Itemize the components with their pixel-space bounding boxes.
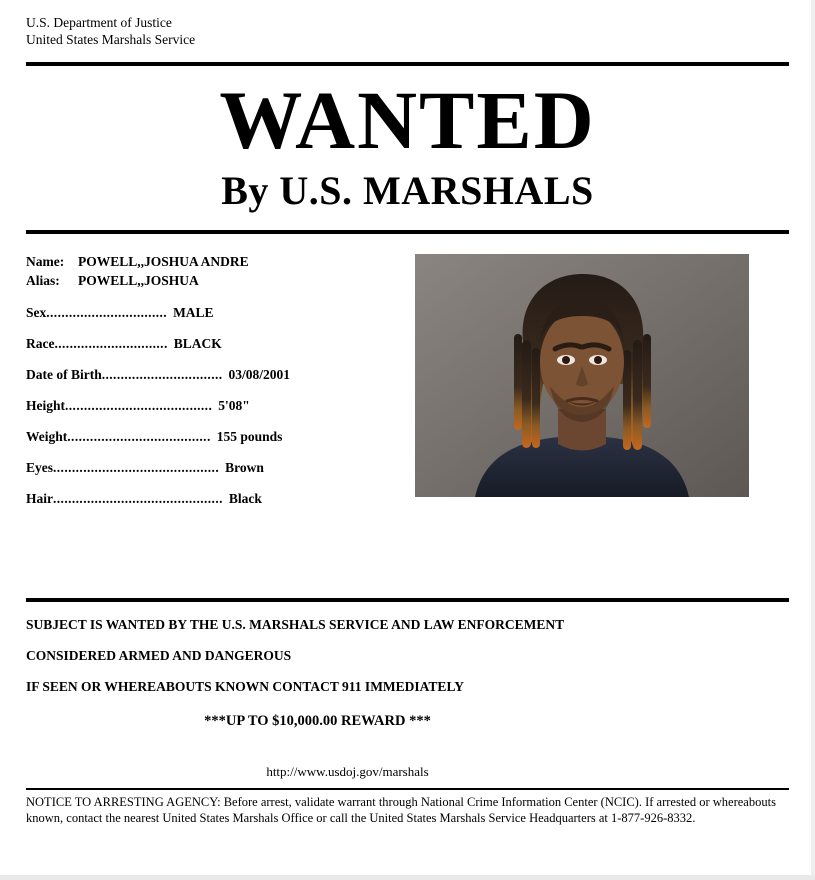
attribute-value: 5'08" (218, 398, 250, 413)
attribute-key: Sex (26, 305, 47, 320)
notice-line-3: IF SEEN OR WHEREABOUTS KNOWN CONTACT 911 IMMEDIATELY (26, 679, 464, 694)
scan-edge-right (811, 0, 815, 880)
alias-row (26, 271, 401, 290)
agency-line-2: United States Marshals Service (26, 32, 196, 47)
arresting-agency-notice: NOTICE TO ARRESTING AGENCY: Before arrest, validate warrant through National Crime Information Center (NCIC). If arrested or whereabouts known, contact the nearest United States Marshals Office or call the United States Marshals Service Headquarters at 1-877-926-8332. (26, 795, 776, 825)
agency-line-1: U.S. Department of Justice (26, 15, 172, 30)
attribute-dots: ...................................... (67, 429, 211, 444)
attribute-key: Height (26, 398, 65, 413)
notice-line-1: SUBJECT IS WANTED BY THE U.S. MARSHALS SERVICE AND LAW ENFORCEMENT (26, 617, 565, 632)
attribute-value: 155 pounds (216, 429, 283, 444)
attribute-key: Weight (26, 429, 68, 444)
page-title: WANTED (219, 74, 596, 166)
mugshot-illustration (415, 254, 749, 497)
attribute-value: MALE (173, 305, 214, 320)
mugshot-photo (415, 254, 749, 497)
attribute-key: Race (26, 336, 55, 351)
name-label: Name: (26, 254, 65, 269)
alias-value: POWELL,,JOSHUA (78, 273, 199, 288)
reward-text: ***UP TO $10,000.00 REWARD *** (204, 713, 431, 729)
name-value: POWELL,,JOSHUA ANDRE (78, 254, 249, 269)
subject-details (26, 252, 401, 507)
attribute-row (26, 460, 401, 476)
attribute-key: Hair (26, 491, 53, 506)
attribute-row (26, 305, 401, 321)
attribute-key: Date of Birth (26, 367, 102, 382)
attribute-dots: .............................. (54, 336, 168, 351)
notice-divider (26, 598, 789, 602)
attribute-value: 03/08/2001 (228, 367, 291, 382)
attribute-dots: ............................................. (53, 491, 223, 506)
attribute-value: Black (228, 491, 262, 506)
agency-header (26, 0, 789, 48)
attribute-list (26, 305, 401, 507)
agency-url[interactable]: http://www.usdoj.gov/marshals (266, 764, 429, 779)
attribute-key: Eyes (26, 460, 53, 475)
page-subtitle: By U.S. MARSHALS (221, 168, 594, 213)
title-block (26, 66, 789, 214)
attribute-row (26, 367, 401, 383)
alias-label: Alias: (26, 273, 60, 288)
notice-line-2: CONSIDERED ARMED AND DANGEROUS (26, 648, 292, 663)
attribute-row (26, 491, 401, 507)
attribute-dots: ....................................... (65, 398, 213, 413)
attribute-dots: ................................ (46, 305, 168, 320)
attribute-row (26, 336, 401, 352)
subject-section (26, 252, 789, 582)
name-row (26, 252, 401, 271)
attribute-dots: ............................................ (53, 460, 220, 475)
footer-divider (26, 788, 789, 790)
scan-edge-bottom (0, 875, 815, 880)
attribute-row (26, 398, 401, 414)
attribute-value: Brown (225, 460, 264, 475)
attribute-value: BLACK (173, 336, 222, 351)
title-divider (26, 230, 789, 234)
attribute-dots: ................................ (101, 367, 223, 382)
attribute-row (26, 429, 401, 445)
